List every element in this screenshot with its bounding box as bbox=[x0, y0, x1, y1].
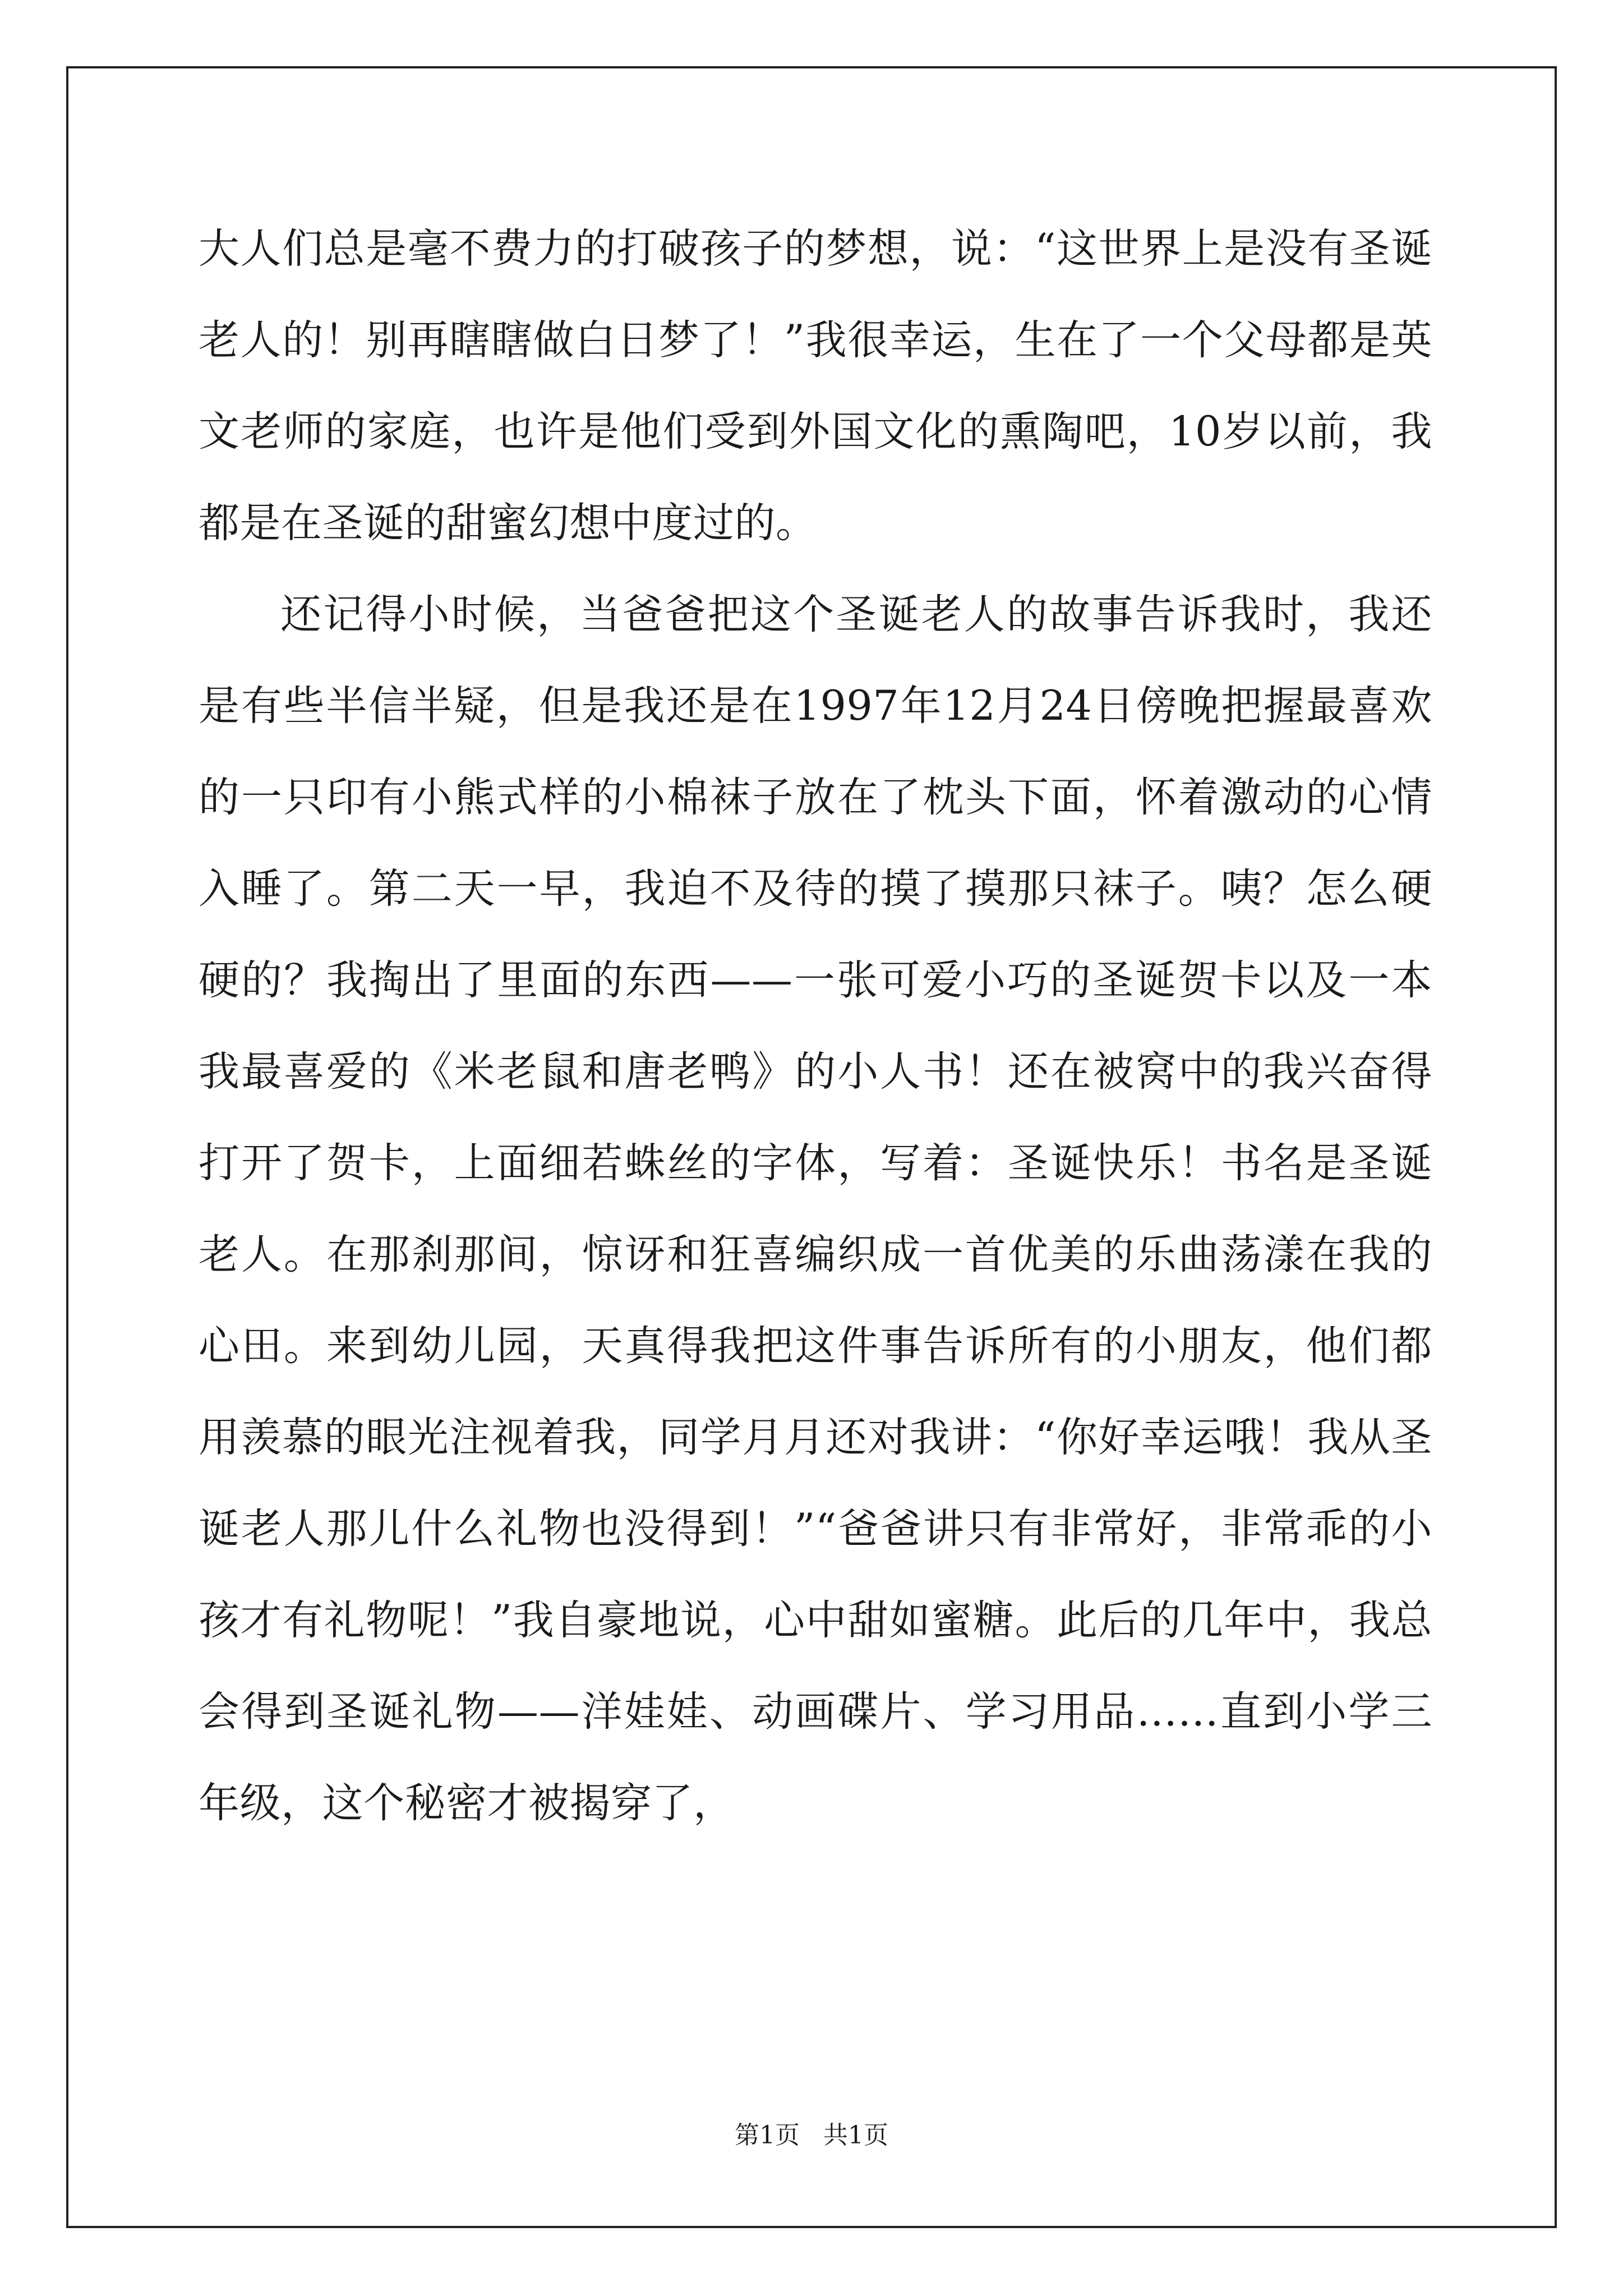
page-number-footer: 第1页 共1页 bbox=[735, 2121, 888, 2150]
paragraph-1: 大人们总是毫不费力的打破孩子的梦想，说：“这世界上是没有圣诞老人的！别再瞎瞎做白日梦了！”我很幸运，生在了一个父母都是英文老师的家庭，也许是他们受到外国文化的熏陶吧，10岁以前，我都是在圣诞的甜蜜幻想中度过的。 bbox=[199, 225, 1432, 547]
document-body bbox=[199, 203, 1432, 1849]
paragraph-2: 还记得小时候，当爸爸把这个圣诞老人的故事告诉我时，我还是有些半信半疑，但是我还是在1997年12月24日傍晚把握最喜欢的一只印有小熊式样的小棉袜子放在了枕头下面，怀着激动的心情入睡了。第二天一早，我迫不及待的摸了摸那只袜子。咦？怎么硬硬的？我掏出了里面的东西——一张可爱小巧的圣诞贺卡以及一本我最喜爱的《米老鼠和唐老鸭》的小人书！还在被窝中的我兴奋得打开了贺卡，上面细若蛛丝的字体，写着：圣诞快乐！书名是圣诞老人。在那刹那间，惊讶和狂喜编织成一首优美的乐曲荡漾在我的心田。来到幼儿园，天真得我把这件事告诉所有的小朋友，他们都用羡慕的眼光注视着我，同学月月还对我讲：“你好幸运哦！我从圣诞老人那儿什么礼物也没得到！”“爸爸讲只有非常好，非常乖的小孩才有礼物呢！”我自豪地说，心中甜如蜜糖。此后的几年中，我总会得到圣诞礼物——洋娃娃、动画碟片、学习用品……直到小学三年级，这个秘密才被揭穿了， bbox=[199, 591, 1432, 1827]
